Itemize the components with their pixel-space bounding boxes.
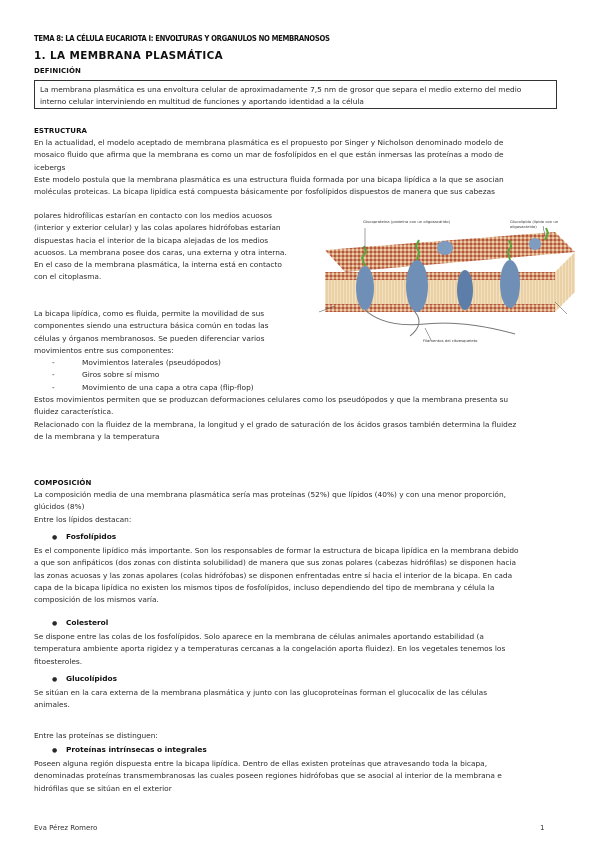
topic-title: TEMA 8: LA CÉLULA EUCARIOTA I: ENVOLTURAS Y ORGANULOS NO MEMBRANOSOS <box>34 33 330 43</box>
footer-page-number: 1 <box>540 824 545 832</box>
protein-3 <box>457 270 473 310</box>
list-item: - Movimientos laterales (pseudópodos) <box>52 358 221 367</box>
text-line: composición de los mismos varía. <box>34 595 159 605</box>
text-line: las zonas acuosas y las zonas apolares (colas hidrófobas) se disponen enfrentadas entre sí hacia el interior de la bicapa. En cada <box>34 570 513 580</box>
text-line: glúcidos (8%) <box>34 502 85 512</box>
text-line: Relacionado con la fluidez de la membrana, la longitud y el grado de saturación de los ácidos grasos también determina la fluidez <box>34 419 517 429</box>
text-line: de la membrana y la temperatura <box>34 431 160 441</box>
protein-1 <box>356 266 374 310</box>
text-line: La composición media de una membrana plasmática sería mas proteínas (52%) que lípidos (40%) y con una menor proporción, <box>34 490 506 499</box>
protein-5 <box>437 241 453 255</box>
text-line: moléculas proteicas. La bicapa lipídica está compuesta básicamente por fosfolípidos dispuestos de manera que sus cabezas <box>34 187 495 197</box>
definition-line-1: La membrana plasmática es una envoltura celular de aproximadamente 7,5 nm de grosor que separa el medio externo del medio <box>40 85 522 94</box>
text-line: animales. <box>34 700 70 710</box>
cytoskeleton-filament <box>410 312 419 336</box>
text-line: movimientos entre sus componentes: <box>34 345 174 355</box>
text-line: Entre los lípidos destacan: <box>34 514 132 524</box>
text-line: mosaico fluido que afirma que la membrana es como un mar de fosfolípidos en el que están inmersas las proteínas a modo de <box>34 150 504 160</box>
estructura-para-2-narrow <box>34 210 309 284</box>
intrinsecas-heading: ● Proteínas intrínsecas o integrales <box>52 745 207 754</box>
membrane-figure <box>305 218 581 346</box>
text-line: Es el componente lipídico más importante. Son los responsables de formar la estructura de bicapa lipídica en la membrana debido <box>34 546 519 555</box>
cytoskeleton-filament <box>365 310 515 334</box>
text-line: temperatura ambiente aporta rigidez y a temperaturas cercanas a la congelación aporta fluidez). En los vegetales tenemos los <box>34 644 506 654</box>
text-line: a que son anfipáticos (dos zonas con distinta solubilidad) de manera que sus zonas polares (cabezas hidrófilas) se disponen hacia <box>34 558 517 568</box>
text-line: icebergs <box>34 162 66 172</box>
membrane-diagram <box>305 218 581 346</box>
text-line: Se dispone entre las colas de los fosfolípidos. Solo aparece en la membrana de células animales aportando estabilidad (a <box>34 632 484 641</box>
figure-label-glycolipid: Glucolípido (lípido con un oligosacárido) <box>510 219 559 229</box>
text-line: Poseen alguna región dispuesta entre la bicapa lipídica. Dentro de ellas existen proteínas que atravesando toda la bicapa, <box>34 759 488 768</box>
text-line: Estos movimientos permiten que se produzcan deformaciones celulares como los pseudópodos y que la membrana presenta su <box>34 395 509 404</box>
composicion-intro <box>34 489 579 526</box>
fosfolipidos-text <box>34 545 579 606</box>
text-line: componentes siendo una estructura básica común en todas las <box>34 321 269 331</box>
proteins-intro: Entre las proteínas se distinguen: <box>34 731 158 740</box>
list-item: - Giros sobre sí mismo <box>52 370 160 380</box>
protein-4 <box>500 260 520 308</box>
intrinsecas-text <box>34 758 579 795</box>
text-line: polares hidrofílicas estarían en contacto con los medios acuosos <box>34 211 273 220</box>
text-line: acuosos. La membrana posee dos caras, una externa y otra interna. <box>34 247 287 257</box>
composicion-label: COMPOSICIÓN <box>34 479 92 487</box>
definition-box <box>34 80 557 109</box>
footer-author: Eva Pérez Romero <box>34 824 98 832</box>
figure-label-glycoprotein: Glucoproteína (proteína con un oligosacárido) <box>363 219 451 224</box>
glucolipidos-heading: ● Glucolípidos <box>52 674 117 683</box>
definition-line-2: interno celular interviniendo en multitud de funciones y aportando identidad a la célula <box>40 97 364 107</box>
section-title: 1. LA MEMBRANA PLASMÁTICA <box>34 50 224 62</box>
text-line: denominadas proteínas transmembranosas las cuales poseen regiones hidrófobas que se asocial al interior de la membrana e <box>34 771 502 781</box>
text-line: células y órganos membranosos. Se pueden diferenciar varios <box>34 333 265 343</box>
protein-2 <box>406 260 428 312</box>
estructura-para-4 <box>34 394 579 443</box>
list-item: - Movimiento de una capa a otra capa (flip-flop) <box>52 382 254 392</box>
text-line: hidrófilas que se sitúan en el exterior <box>34 783 172 793</box>
protein-6 <box>529 238 541 250</box>
colesterol-heading: ● Colesterol <box>52 618 109 627</box>
estructura-para-3 <box>34 308 309 357</box>
text-line: La bicapa lipídica, como es fluida, permite la movilidad de sus <box>34 309 265 318</box>
movements-list <box>52 357 312 394</box>
colesterol-text <box>34 631 579 668</box>
side-face <box>555 252 575 312</box>
text-line: capa de la bicapa lipídica no existen los mismos tipos de fosfolípidos, incluso dependiendo del tipo de membrana y célula la <box>34 582 495 592</box>
text-line: con el citoplasma. <box>34 272 102 282</box>
fosfolipidos-heading: ● Fosfolípidos <box>52 532 117 541</box>
estructura-label: ESTRUCTURA <box>34 127 88 135</box>
text-line: Se sitúan en la cara externa de la membrana plasmática y junto con las glucoproteínas forman el glucocalix de las células <box>34 688 488 697</box>
text-line: Este modelo postula que la membrana plasmática es una estructura fluida formada por una bicapa lipídica a la que se asocian <box>34 174 504 184</box>
text-line: fitoesteroles. <box>34 656 83 666</box>
figure-label-cytoskeleton: Filamentos del citoesqueleto <box>423 338 478 343</box>
glucolipidos-text <box>34 687 579 712</box>
definicion-label: DEFINICIÓN <box>34 67 81 75</box>
text-line: fluidez característica. <box>34 407 114 417</box>
estructura-para-1 <box>34 137 574 198</box>
text-line: En el caso de la membrana plasmática, la interna está en contacto <box>34 260 282 270</box>
text-line: dispuestas hacia el interior de la bicapa alejadas de los medios <box>34 235 269 245</box>
text-line: (interior y exterior celular) y las colas apolares hidrófobas estarían <box>34 223 281 233</box>
text-line: En la actualidad, el modelo aceptado de membrana plasmática es el propuesto por Singer y Nicholson denominado modelo de <box>34 138 504 147</box>
